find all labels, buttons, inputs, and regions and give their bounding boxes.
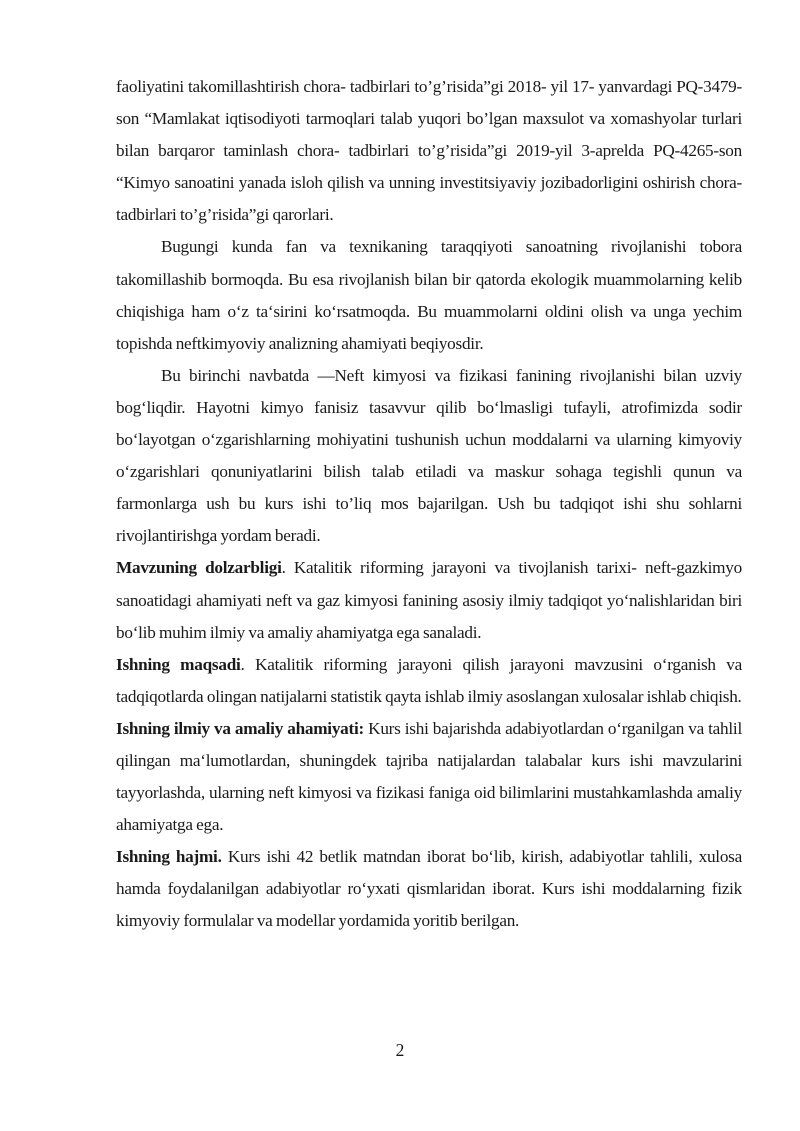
paragraph-volume xyxy=(116,841,742,937)
paragraph-continuation xyxy=(116,71,742,231)
paragraph-text: Kurs ishi 42 betlik matndan iborat bo‘lib, kirish, adabiyotlar tahlili, xulosa hamda foydalanilgan adabiyotlar ro‘yxati qismlaridan iborat. Kurs ishi moddalarning fizik kimyoviy formulalar va modellar yordamida yoritib berilgan. xyxy=(116,847,742,931)
section-heading: Ishning maqsadi xyxy=(116,654,241,674)
paragraph-intro xyxy=(116,231,742,359)
paragraph-significance xyxy=(116,713,742,841)
section-heading: Ishning hajmi. xyxy=(116,847,222,867)
paragraph-goal xyxy=(116,649,742,713)
paragraph-text: Bu birinchi navbatda —Neft kimyosi va fizikasi fanining rivojlanishi bilan uzviy bog‘liqdir. Hayotni kimyo fanisiz tasavvur qilib bo‘lmasligi tufayli, atrofimizda sodir bo‘layotgan o‘zgarishlarning mohiyatini tushunish uchun moddalarni va ularning kimyoviy o‘zgarishlari qonuniyatlarini bilish talab etiladi va maskur sohaga tegishli qunun va farmonlarga ush bu kurs ishi to’liq mos bajarilgan. Ush bu tadqiqot ishi shu sohlarni rivojlantirishga yordam beradi. xyxy=(116,365,742,546)
document-page xyxy=(116,71,742,938)
section-heading: Ishning ilmiy va amaliy ahamiyati: xyxy=(116,718,364,738)
paragraph-topicality xyxy=(116,552,742,648)
paragraph-text: Kurs ishi bajarishda adabiyotlardan o‘rganilgan va tahlil qilingan ma‘lumotlardan, shuningdek tajriba natijalardan talabalar kurs ishi mavzularini tayyorlashda, ularning neft kimyosi va fizikasi faniga oid bilimlarini mustahkamlashda amaliy ahamiyatga ega. xyxy=(116,718,742,835)
page-number: 2 xyxy=(395,1040,405,1060)
paragraph-text: . Katalitik riforming jarayoni va tivojlanish tarixi- neft-gazkimyo sanoatidagi ahamiyati neft va gaz kimyosi fanining asosiy ilmiy tadqiqot yo‘nalishlaridan biri bo‘lib muhim ilmiy va amaliy ahamiyatga ega sanaladi. xyxy=(116,558,742,642)
paragraph-text: faoliyatini takomillashtirish chora- tadbirlari to’g’risida”gi 2018- yil 17- yanvardagi PQ-3479-son “Mamlakat iqtisodiyoti tarmoqlari talab yuqori bo’lgan maxsulot va xomashyolar turlari bilan barqaror taminlash chora- tadbirlari to’g’risida”gi 2019-yil 3-aprelda PQ-4265-son “Kimyo sanoatini yanada isloh qilish va unning investitsiyaviy jozibadorligini oshirish chora- tadbirlari to’g’risida”gi qarorlari. xyxy=(116,77,742,225)
section-heading: Mavzuning dolzarbligi xyxy=(116,558,282,578)
paragraph-text: . Katalitik riforming jarayoni qilish jarayoni mavzusini o‘rganish va tadqiqotlarda olingan natijalarni statistik qayta ishlab ilmiy asoslangan xulosalar ishlab chiqish. xyxy=(116,654,742,706)
paragraph-relevance-context xyxy=(116,360,742,553)
paragraph-text: Bugungi kunda fan va texnikaning taraqqiyoti sanoatning rivojlanishi tobora takomillashib bormoqda. Bu esa rivojlanish bilan bir qatorda ekologik muammolarning kelib chiqishiga ham o‘z ta‘sirini ko‘rsatmoqda. Bu muammolarni oldini olish va unga yechim topishda neftkimyoviy analizning ahamiyati beqiyosdir. xyxy=(116,237,742,353)
